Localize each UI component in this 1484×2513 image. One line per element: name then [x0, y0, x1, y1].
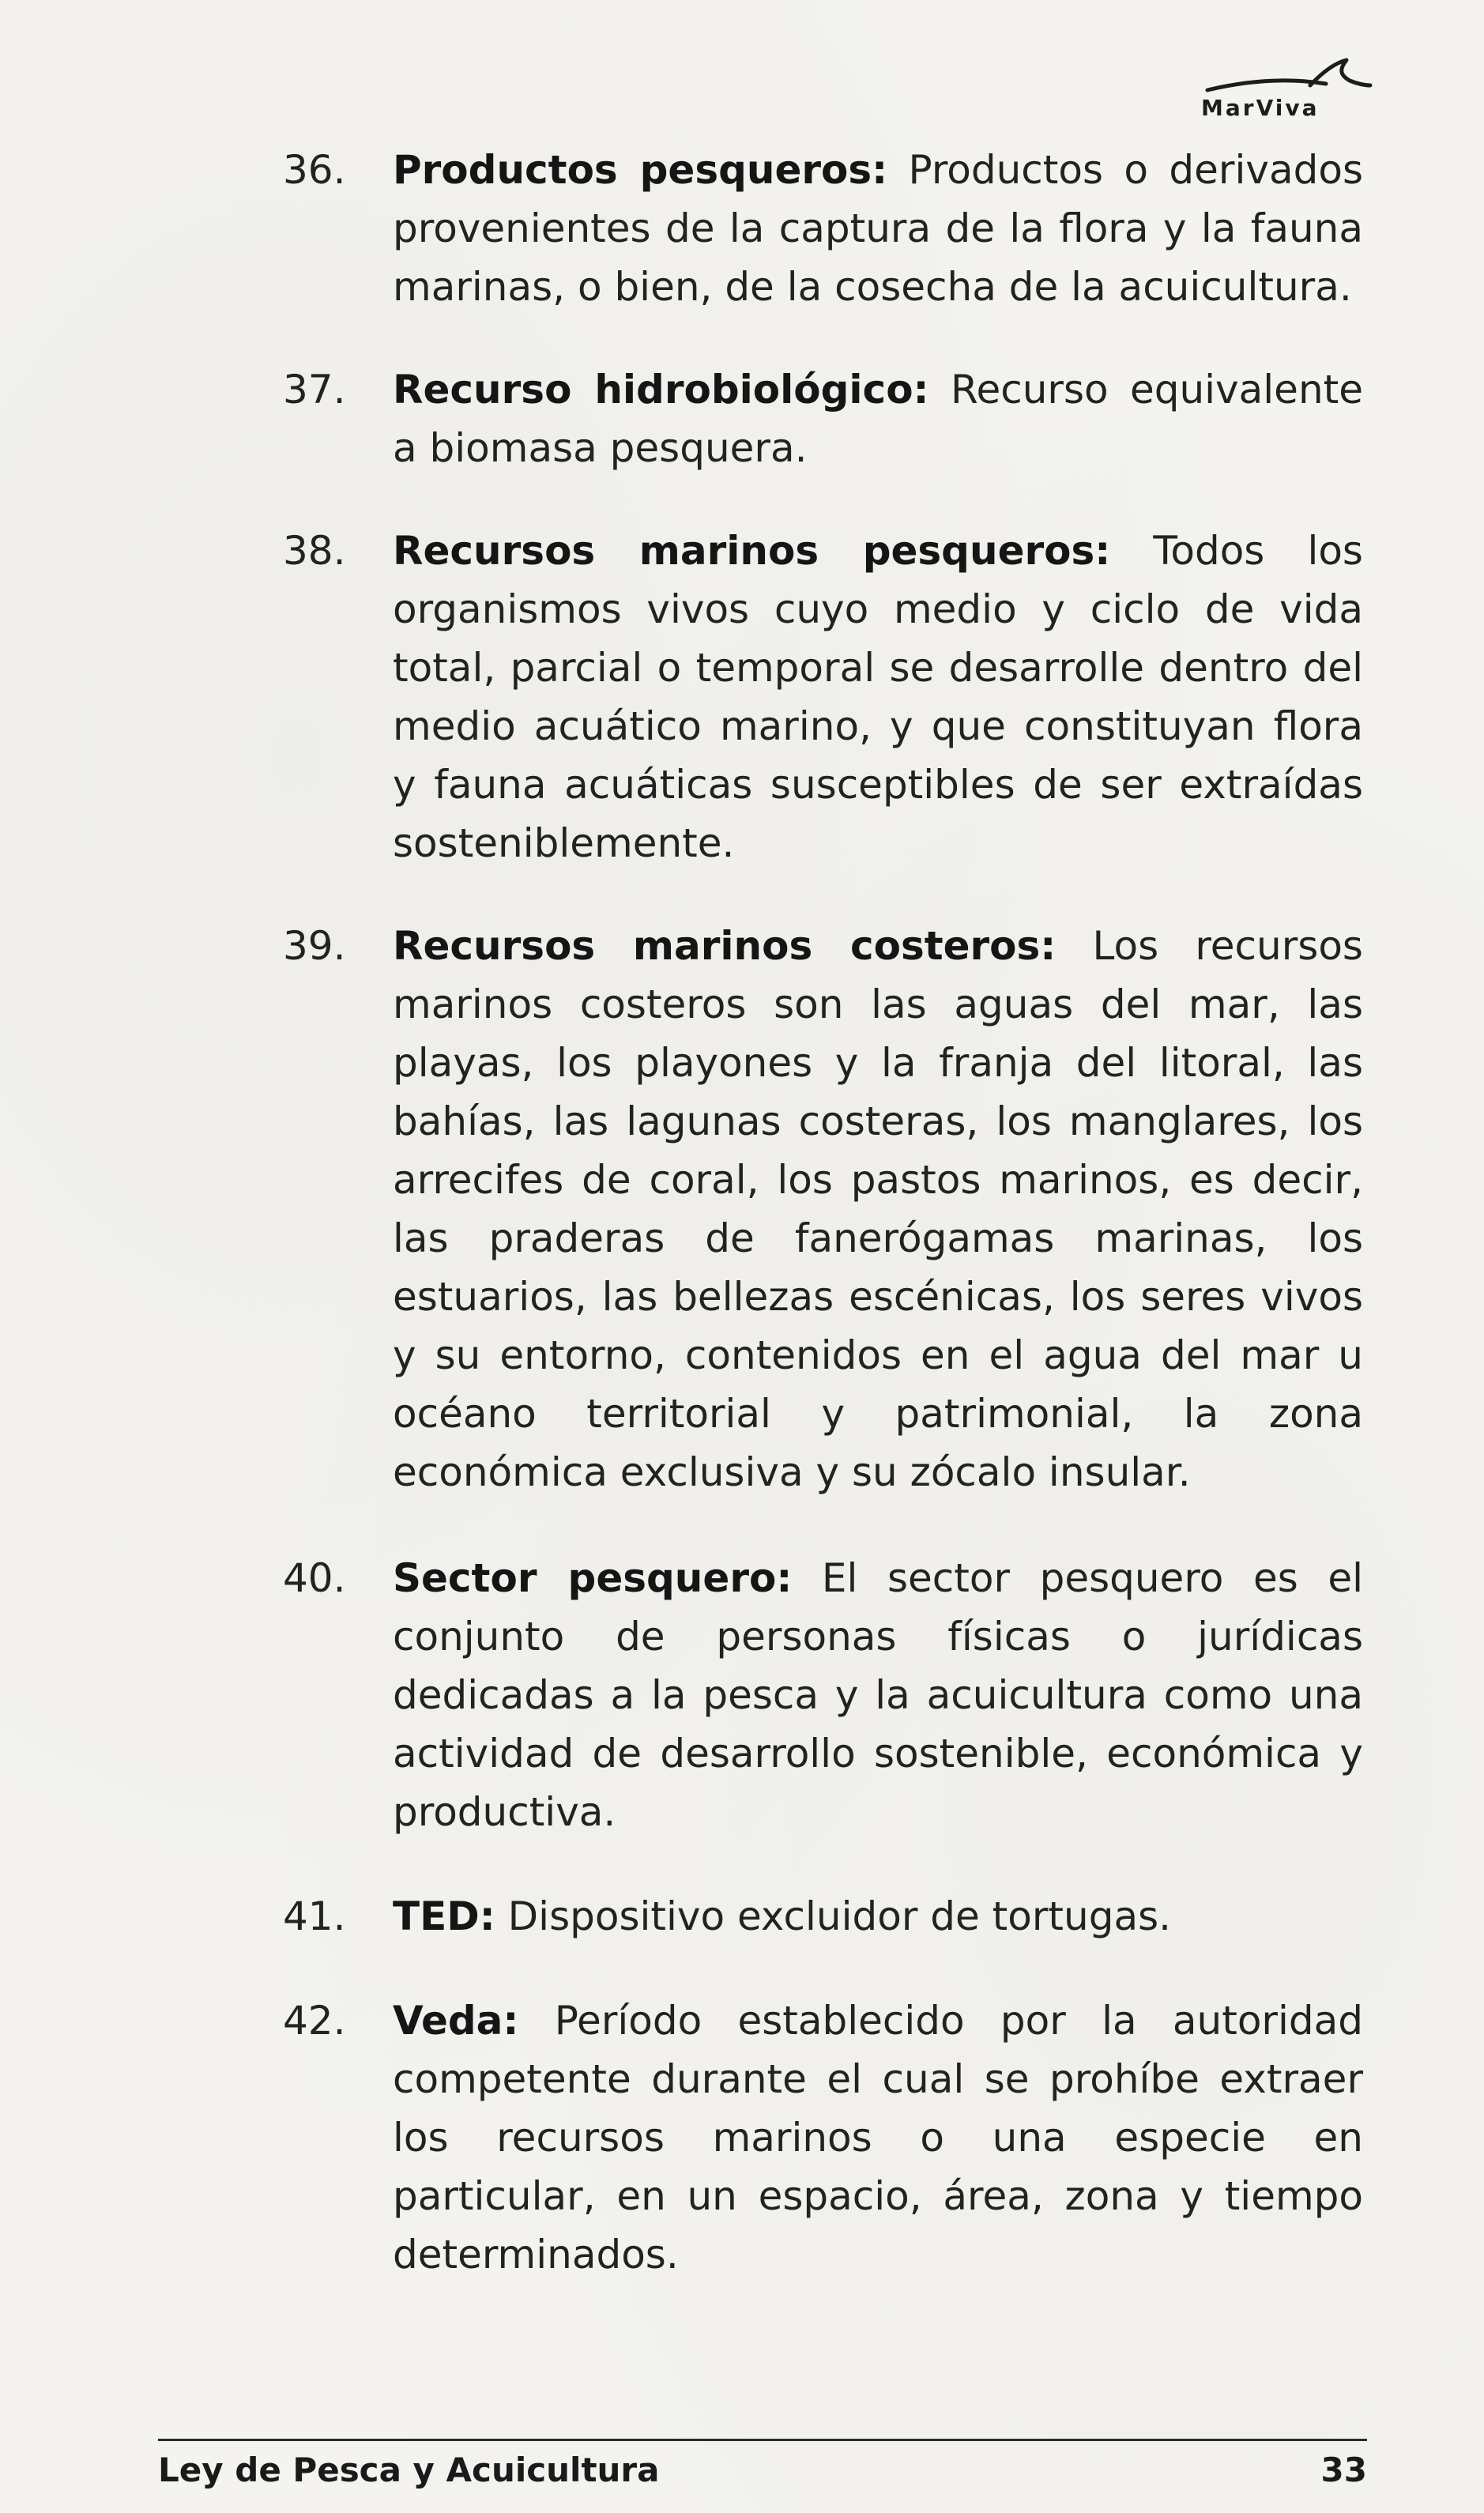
- item-number: 39.: [283, 923, 346, 969]
- item-definition: Todos los organismos vivos cuyo medio y ciclo de vida total, parcial o temporal se desarrolle dentro del medio acuático marino, y que constituyan flora y fauna acuáticas susceptibles de ser extraídas sosteniblemente.: [393, 528, 1363, 866]
- item-text: [393, 141, 1363, 316]
- footer-divider: [158, 2439, 1367, 2441]
- item-term: Recursos marinos pesqueros:: [393, 528, 1111, 574]
- item-text: [393, 1991, 1363, 2284]
- item-text: [393, 522, 1363, 872]
- definition-item: [0, 522, 1484, 872]
- definition-item: [0, 141, 1484, 316]
- item-number: 40.: [283, 1555, 346, 1601]
- item-text: [393, 1887, 1363, 1946]
- definition-item: [0, 1991, 1484, 2284]
- marviva-logo: [1192, 49, 1373, 136]
- item-definition: Productos o derivados provenientes de la captura de la flora y la fauna marinas, o bien, de la cosecha de la acuicultura.: [393, 147, 1363, 310]
- item-definition: Recurso equivalente a biomasa pesquera.: [393, 367, 1363, 471]
- item-text: [393, 1549, 1363, 1841]
- item-term: TED:: [393, 1893, 495, 1939]
- item-definition: El sector pesquero es el conjunto de personas físicas o jurídicas dedicadas a la pesca y la acuicultura como una actividad de desarrollo sostenible, económica y productiva.: [393, 1555, 1363, 1835]
- item-definition: Dispositivo excluidor de tortugas.: [507, 1893, 1172, 1939]
- item-text: [393, 917, 1363, 1501]
- item-term: Sector pesquero:: [393, 1555, 793, 1601]
- item-term: Veda:: [393, 1998, 519, 2044]
- logo-text: MarViva: [1201, 95, 1320, 121]
- definition-item: [0, 917, 1484, 1501]
- item-term: Productos pesqueros:: [393, 147, 888, 193]
- item-number: 42.: [283, 1998, 346, 2044]
- item-number: 38.: [283, 528, 346, 574]
- item-definition: Los recursos marinos costeros son las aguas del mar, las playas, los playones y la franja del litoral, las bahías, las lagunas costeras, los manglares, los arrecifes de coral, los pastos marinos, es decir, las praderas de fanerógamas marinas, los estuarios, las bellezas escénicas, los seres vivos y su entorno, contenidos en el agua del mar u océano territorial y patrimonial, la zona económica exclusiva y su zócalo insular.: [393, 923, 1363, 1495]
- definition-item: [0, 1549, 1484, 1841]
- item-number: 36.: [283, 147, 346, 193]
- definition-item: [0, 1887, 1484, 1946]
- item-definition: Período establecido por la autoridad competente durante el cual se prohíbe extraer los recursos marinos o una especie en particular, en un espacio, área, zona y tiempo determinados.: [393, 1998, 1363, 2278]
- item-number: 37.: [283, 367, 346, 413]
- definitions-list: [0, 141, 1484, 2284]
- definition-item: [0, 360, 1484, 477]
- page-number: 33: [1320, 2451, 1367, 2489]
- item-term: Recurso hidrobiológico:: [393, 367, 929, 413]
- item-number: 41.: [283, 1893, 346, 1939]
- item-text: [393, 360, 1363, 477]
- item-term: Recursos marinos costeros:: [393, 923, 1057, 969]
- footer-title: Ley de Pesca y Acuicultura: [158, 2451, 660, 2489]
